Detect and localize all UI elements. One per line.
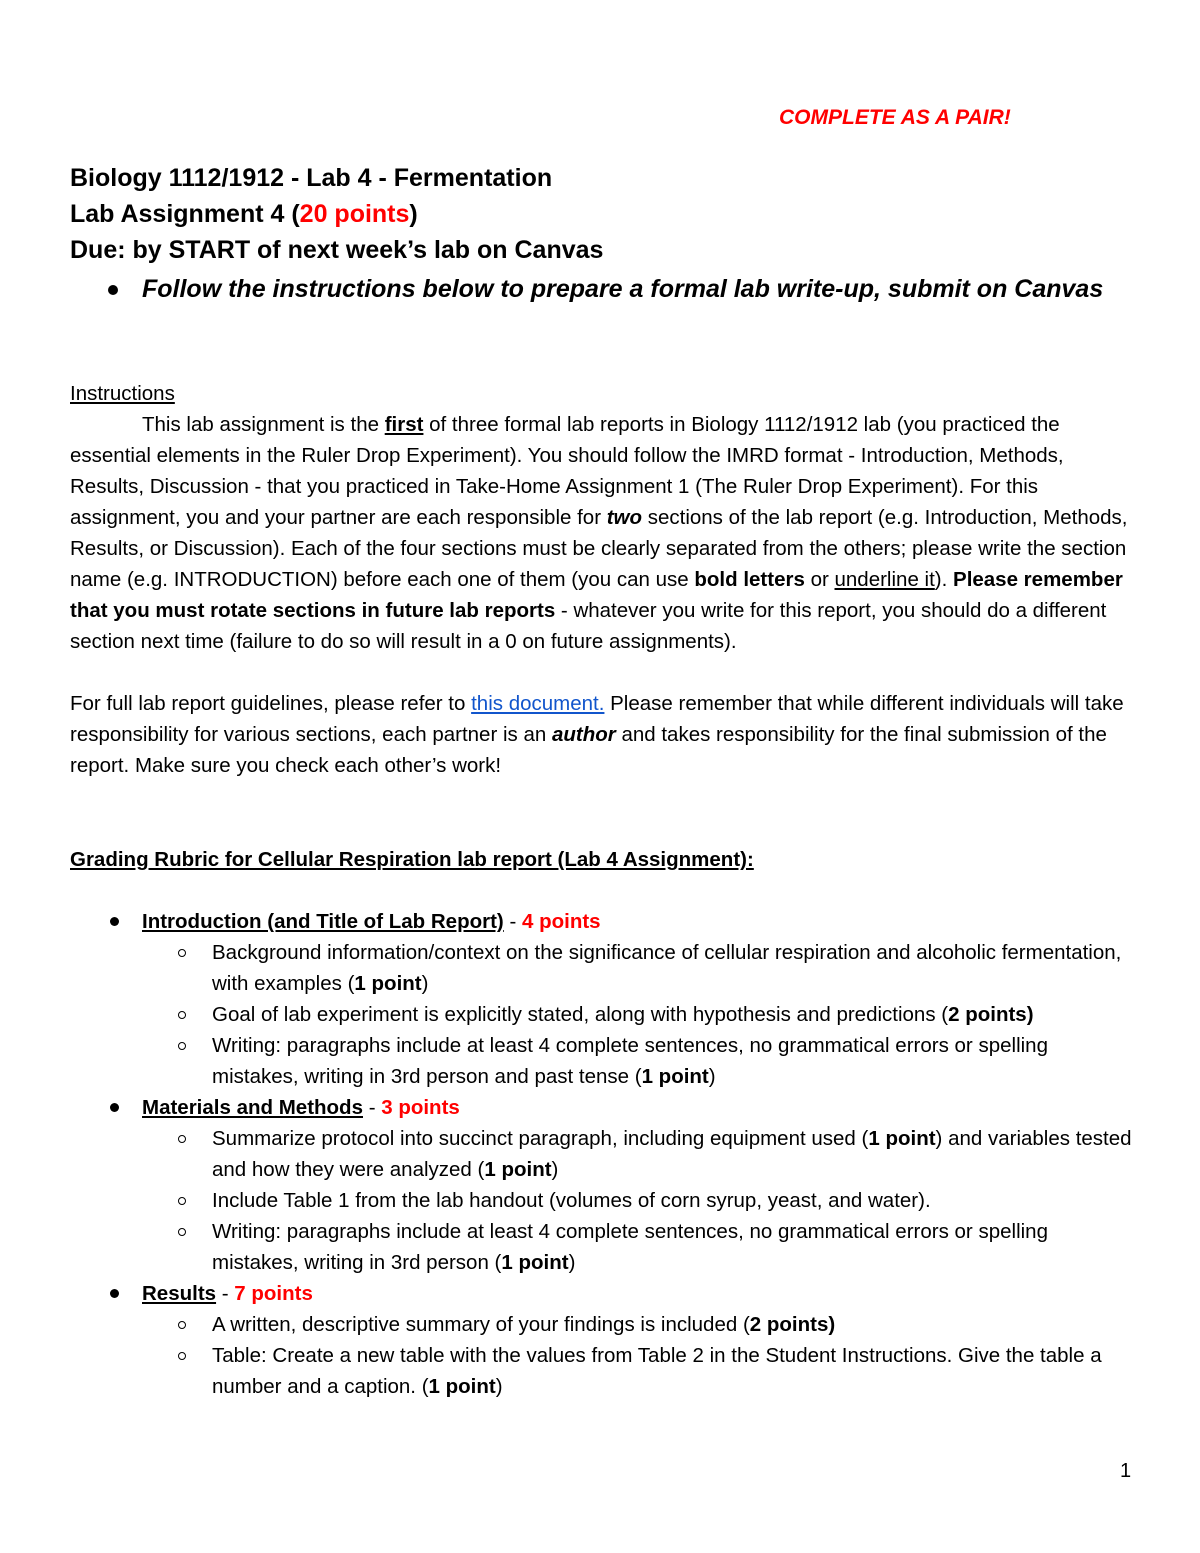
assignment-title: Lab Assignment 4 (20 points) <box>70 200 418 228</box>
total-points: 20 points <box>299 200 410 228</box>
rubric-title: Grading Rubric for Cellular Respiration lab report (Lab 4 Assignment): <box>70 848 754 871</box>
rubric-item: A written, descriptive summary of your findings is included (2 points) <box>70 1309 1132 1340</box>
rubric-item: Summarize protocol into succinct paragraph, including equipment used (1 point) and variables tested and how they were analyzed (1 point) <box>70 1123 1132 1185</box>
instruction-bullet: Follow the instructions below to prepare a formal lab write-up, submit on Canvas <box>70 271 1130 307</box>
page-number: 1 <box>1120 1460 1132 1482</box>
instructions-section <box>70 378 1132 781</box>
rubric-item: Writing: paragraphs include at least 4 complete sentences, no grammatical errors or spelling mistakes, writing in 3rd person and past tense (1 point) <box>70 1030 1132 1092</box>
course-title: Biology 1112/1912 - Lab 4 - Fermentation <box>70 164 553 192</box>
rubric-section-methods: Materials and Methods - 3 points <box>70 1092 1132 1123</box>
instructions-paragraph-2: For full lab report guidelines, please refer to this document. Please remember that while different individuals will take responsibility for various sections, each partner is an author and takes responsibility for the final submission of the report. Make sure you check each other’s work! <box>70 692 1124 777</box>
rubric-item: Writing: paragraphs include at least 4 complete sentences, no grammatical errors or spelling mistakes, writing in 3rd person (1 point) <box>70 1216 1132 1278</box>
rubric-section-introduction: Introduction (and Title of Lab Report) - 4 points <box>70 906 1132 937</box>
rubric-item: Include Table 1 from the lab handout (volumes of corn syrup, yeast, and water). <box>70 1185 1132 1216</box>
bullet-dot-icon <box>108 285 118 295</box>
rubric-item: Background information/context on the significance of cellular respiration and alcoholic fermentation, with examples (1 point) <box>70 937 1132 999</box>
rubric-item: Table: Create a new table with the values from Table 2 in the Student Instructions. Give the table a number and a caption. (1 point) <box>70 1340 1132 1402</box>
due-line: Due: by START of next week’s lab on Canvas <box>70 236 604 264</box>
guidelines-link[interactable]: this document. <box>471 692 605 715</box>
rubric-item: Goal of lab experiment is explicitly stated, along with hypothesis and predictions (2 points) <box>70 999 1132 1030</box>
pair-note: COMPLETE AS A PAIR! <box>779 106 1011 129</box>
instructions-heading: Instructions <box>70 382 175 405</box>
instructions-paragraph-1: This lab assignment is the first of three formal lab reports in Biology 1112/1912 lab (you practiced the essential elements in the Ruler Drop Experiment). You should follow the IMRD format - Introduction, Methods, Results, Discussion - that you practiced in Take-Home Assignment 1 (The Ruler Drop Experiment). For this assignment, you and your partner are each responsible for two sections of the lab report (e.g. Introduction, Methods, Results, or Discussion). Each of the four sections must be clearly separated from the others; please write the section name (e.g. INTRODUCTION) before each one of them (you can use bold letters or underline it). Please remember that you must rotate sections in future lab reports - whatever you write for this report, you should do a different section next time (failure to do so will result in a 0 on future assignments). <box>70 413 1128 653</box>
rubric-list <box>70 906 1132 1402</box>
rubric-section-results: Results - 7 points <box>70 1278 1132 1309</box>
